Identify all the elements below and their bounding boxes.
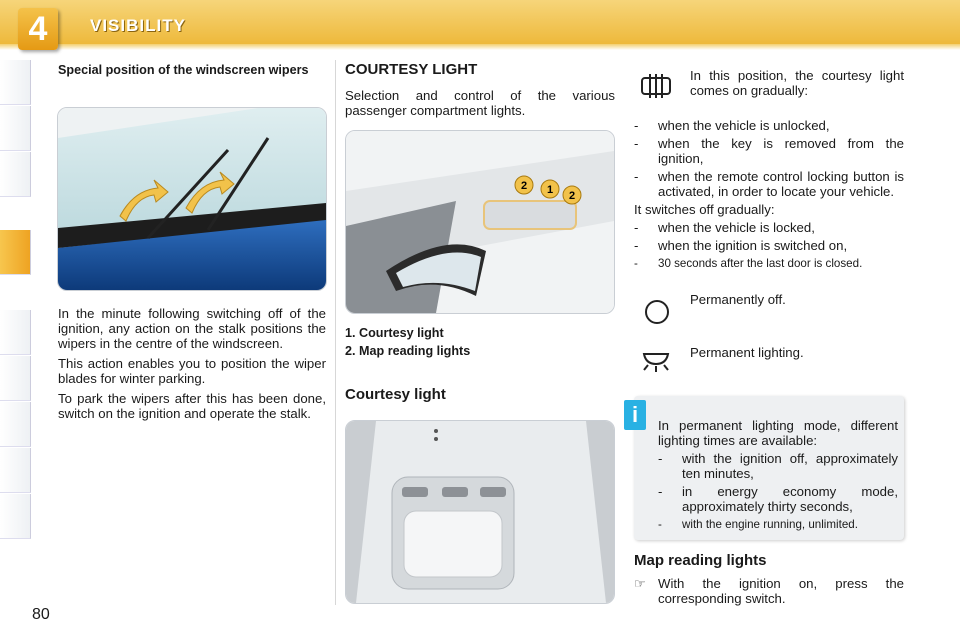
permanent-lighting-icon: [638, 346, 674, 374]
paragraph: In this position, the courtesy light comes on gradually:: [690, 68, 904, 98]
column-divider: [335, 60, 336, 605]
chapter-tab[interactable]: [0, 494, 31, 539]
legend-item-1: 1. Courtesy light: [345, 326, 444, 340]
gradual-icon: [638, 72, 674, 100]
paragraph: In permanent lighting mode, different lighting times are available:: [658, 418, 898, 448]
on-list: [634, 118, 904, 274]
wiper-heading: Special position of the windscreen wipers: [58, 63, 309, 77]
off-position-icon: [643, 298, 671, 326]
ceiling-lights-illustration: [345, 130, 615, 314]
page-number: 80: [32, 606, 50, 623]
list-item: - when the key is removed from the ignition,: [634, 136, 904, 166]
list-item: - with the engine running, unlimited.: [658, 518, 858, 531]
pointing-hand-icon: ☞: [634, 576, 646, 591]
courtesy-intro: [345, 88, 615, 123]
perm-on-text: Permanent lighting.: [690, 345, 804, 360]
list-item: - when the vehicle is unlocked,: [634, 118, 830, 133]
paragraph: In the minute following switching off of the ignition, any action on the stalk positions the wipers in the centre of the windscreen.: [58, 306, 326, 351]
list-item: - in energy economy mode, approximately thirty seconds,: [658, 484, 898, 514]
map-reading-heading: Map reading lights: [634, 552, 767, 569]
chapter-tabs: [0, 60, 32, 580]
list-item: - when the ignition is switched on,: [634, 238, 848, 253]
list-item: - with the ignition off, approximately ten minutes,: [658, 451, 898, 481]
info-icon: i: [624, 400, 646, 430]
wiper-text: [58, 306, 326, 426]
chapter-tab[interactable]: [0, 402, 31, 447]
paragraph: Selection and control of the various passenger compartment lights.: [345, 88, 615, 118]
chapter-tab[interactable]: [0, 310, 31, 355]
list-item: - 30 seconds after the last door is closed.: [634, 257, 863, 270]
off-heading: It switches off gradually:: [634, 202, 775, 217]
chapter-tab-active[interactable]: [0, 230, 31, 275]
chapter-tab[interactable]: [0, 152, 31, 197]
paragraph: To park the wipers after this has been done, switch on the ignition and operate the stalk.: [58, 391, 326, 421]
courtesy-light-heading: COURTESY LIGHT: [345, 61, 478, 78]
list-item: ☞ With the ignition on, press the corresponding switch.: [634, 576, 904, 606]
chapter-tab[interactable]: [0, 356, 31, 401]
perm-off-text: Permanently off.: [690, 292, 786, 307]
callout-2-right: 2: [568, 190, 576, 202]
map-reading-text: [634, 576, 904, 609]
list-item: - when the vehicle is locked,: [634, 220, 815, 235]
chapter-tab[interactable]: [0, 60, 31, 105]
list-item: - when the remote control locking button is activated, in order to locate your vehicle.: [634, 169, 904, 199]
courtesy-light-subheading: Courtesy light: [345, 386, 446, 403]
chapter-tab[interactable]: [0, 106, 31, 151]
wiper-illustration: [57, 107, 327, 291]
legend-item-2: 2. Map reading lights: [345, 344, 471, 358]
page-title: VISIBILITY: [90, 16, 186, 35]
chapter-number: 4: [18, 8, 58, 50]
callout-2-left: 2: [520, 180, 528, 192]
paragraph: This action enables you to position the wiper blades for winter parking.: [58, 356, 326, 386]
courtesy-lamp-illustration: [345, 420, 615, 604]
callout-1: 1: [546, 184, 554, 196]
chapter-tab[interactable]: [0, 448, 31, 493]
header-strip: [0, 44, 960, 50]
gradual-text: [690, 68, 904, 103]
info-content: [658, 418, 898, 535]
